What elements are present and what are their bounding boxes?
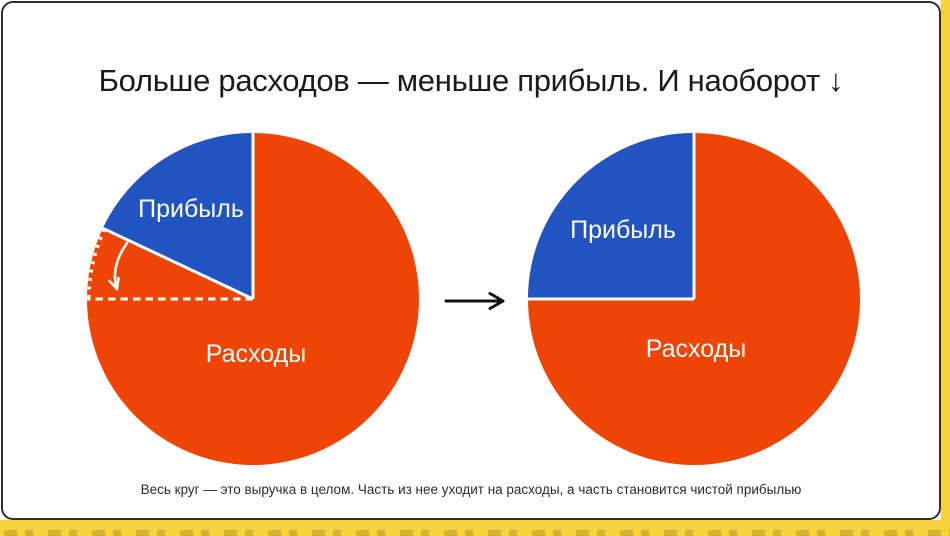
slice-label: Расходы	[205, 340, 307, 368]
slice-label: Расходы	[645, 335, 747, 363]
pie-chart-before	[83, 129, 423, 469]
background-strip-right	[941, 0, 950, 536]
background-cropped-text-dashes	[4, 530, 950, 536]
transition-arrow-icon	[436, 287, 511, 315]
slice-label: Прибыль	[138, 195, 244, 223]
pie-chart-after	[524, 129, 864, 469]
slide-caption: Весь круг — это выручка в целом. Часть из нее уходит на расходы, а часть становится чистой прибылью	[140, 482, 802, 497]
slide-title: Больше расходов — меньше прибыль. И наоборот ↓	[98, 63, 844, 98]
slide-card	[1, 1, 941, 520]
slice-label: Прибыль	[570, 216, 676, 244]
